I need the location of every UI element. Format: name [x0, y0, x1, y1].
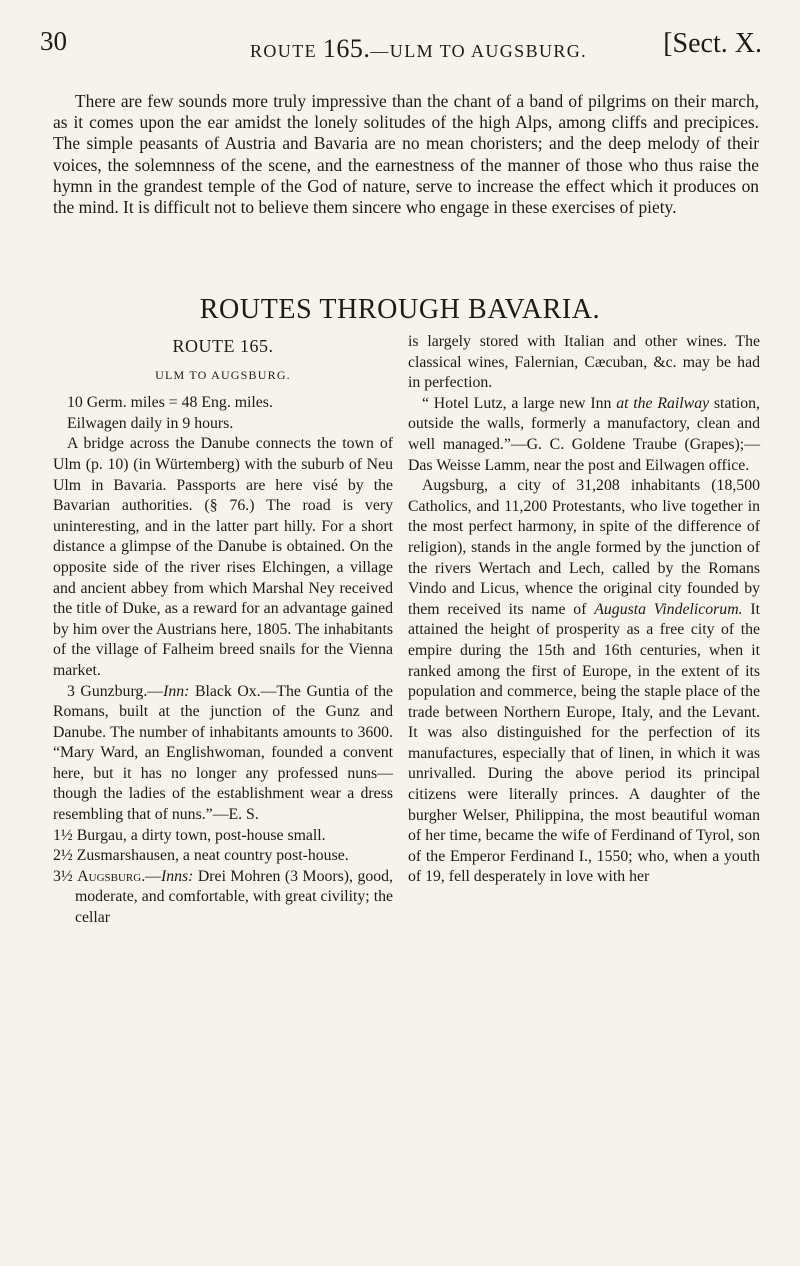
running-head-number: 165.	[322, 34, 371, 63]
gunzburg-paragraph	[53, 682, 393, 826]
augsburg-dash: .—	[141, 867, 161, 885]
page-title: ROUTES THROUGH BAVARIA.	[199, 294, 601, 325]
page-header	[40, 22, 762, 62]
augsburg-entry	[53, 867, 393, 929]
right-column	[408, 332, 760, 888]
intro-paragraph: There are few sounds more truly impressive than the chant of a band of pilgrims on their march, as it comes upon the ear amidst the lonely solitudes of the high Alps, among cliffs and precipices. The simple peasants of Austria and Bavaria are no mean choristers; and the deep melody of their voices, the solemnness of the scene, and the earnestness of the manner of those who thus raise the hymn in the grandest temple of the God of nature, serve to increase the effect which it produces on the mind. It is difficult not to believe them sincere who engage in these exercises of piety.	[53, 91, 759, 218]
distance-line: 10 Germ. miles = 48 Eng. miles.	[67, 394, 273, 412]
gunzburg-lead: 3 Gunzburg.—	[67, 682, 164, 700]
route-title: ROUTE 165.	[172, 336, 274, 356]
hotel-text-a: “ Hotel Lutz, a large new Inn	[422, 394, 617, 412]
augsburg-history-paragraph	[408, 476, 760, 888]
left-column	[53, 332, 393, 929]
augsburg-inns-label: Inns:	[160, 867, 194, 885]
history-text-a: Augsburg, a city of 31,208 inhabitants (18,500 Catholics, and 11,200 Protestants, who live together in the most perfect harmony, in spite of the difference of religion), stands in the angle formed by the junction of the rivers Wertach and Lech, called by the Romans Vindo and Licus, whence the original city founded by them received its name of	[408, 477, 760, 618]
hotel-text-b: station, outside the walls, formerly a manufactory, clean and well managed.”—G. C. Goldene Traube (Grapes);—Das Weisse Lamm, near the post and Eilwagen office.	[408, 394, 760, 474]
augsburg-inns-text: Drei Mohren (3 Moors), good, moderate, and comfortable, with great civility; the cellar	[75, 867, 393, 927]
eilwagen-line: Eilwagen daily in 9 hours.	[67, 414, 234, 432]
running-head	[250, 34, 587, 64]
augsburg-number: 3½	[53, 867, 78, 885]
route-subtitle: ULM TO AUGSBURG.	[155, 367, 291, 382]
gunzburg-inn-label: Inn:	[163, 682, 190, 700]
augusta-name: Augusta Vindelicorum.	[594, 600, 743, 618]
wine-paragraph: is largely stored with Italian and other wines. The classical wines, Falernian, Cæcuban, &c. may be had in perfection.	[408, 333, 760, 392]
burgau-entry: 1½ Burgau, a dirty town, post-house small.	[53, 826, 326, 844]
hotel-railway: at the Railway	[616, 394, 710, 412]
augsburg-town: Augsburg	[77, 867, 142, 885]
running-head-route: ROUTE	[250, 41, 317, 61]
gunzburg-text: Black Ox.—The Guntia of the Romans, built at the junction of the Gunz and Danube. The number of inhabitants amounts to 3600. “Mary Ward, an Englishwoman, founded a convent here, but it has no longer any professed nuns—though the ladies of the establishment wear a dress resembling that of nuns.”—E. S.	[53, 682, 394, 824]
hotel-paragraph	[408, 394, 760, 476]
page-number: 30	[40, 26, 67, 56]
route-paragraph: A bridge across the Danube connects the town of Ulm (p. 10) (in Würtemberg) with the suburb of Neu Ulm in Bavaria. Passports are here visé by the Bavarian authorities. (§ 76.) The road is very uninteresting, and in the latter part hilly. For a short distance a glimpse of the Danube is obtained. On the opposite side of the river rises Elchingen, a village and ancient abbey from which Marshal Ney received the title of Duke, as a reward for an advantage gained by him over the Austrians here, 1805. The inhabitants of the village of Falheim breed snails for the Vienna market.	[53, 435, 393, 679]
history-text-b: It attained the height of prosperity as a free city of the empire during the 15th and 16th centuries, when it ranked among the first of Europe, in the extent of its population and commerce, being the staple place of the trade between Northern Europe, Italy, and the Levant. It was also distinguished for the perfection of its manufactures, especially that of linen, in which it was unrivalled. During the above period its principal citizens were literally princes. A daughter of the burgher Welser, Philippina, the most beautiful woman of her time, became the wife of Ferdinand of Tyrol, son of the Emperor Ferdinand I., 1550; who, when a youth of 19, fell desperately in love with her	[408, 600, 761, 886]
running-head-rest: —ULM TO AUGSBURG.	[370, 41, 588, 61]
section-label: [Sect. X.	[663, 28, 762, 59]
zusmarshausen-entry: 2½ Zusmarshausen, a neat country post-house.	[53, 847, 349, 865]
